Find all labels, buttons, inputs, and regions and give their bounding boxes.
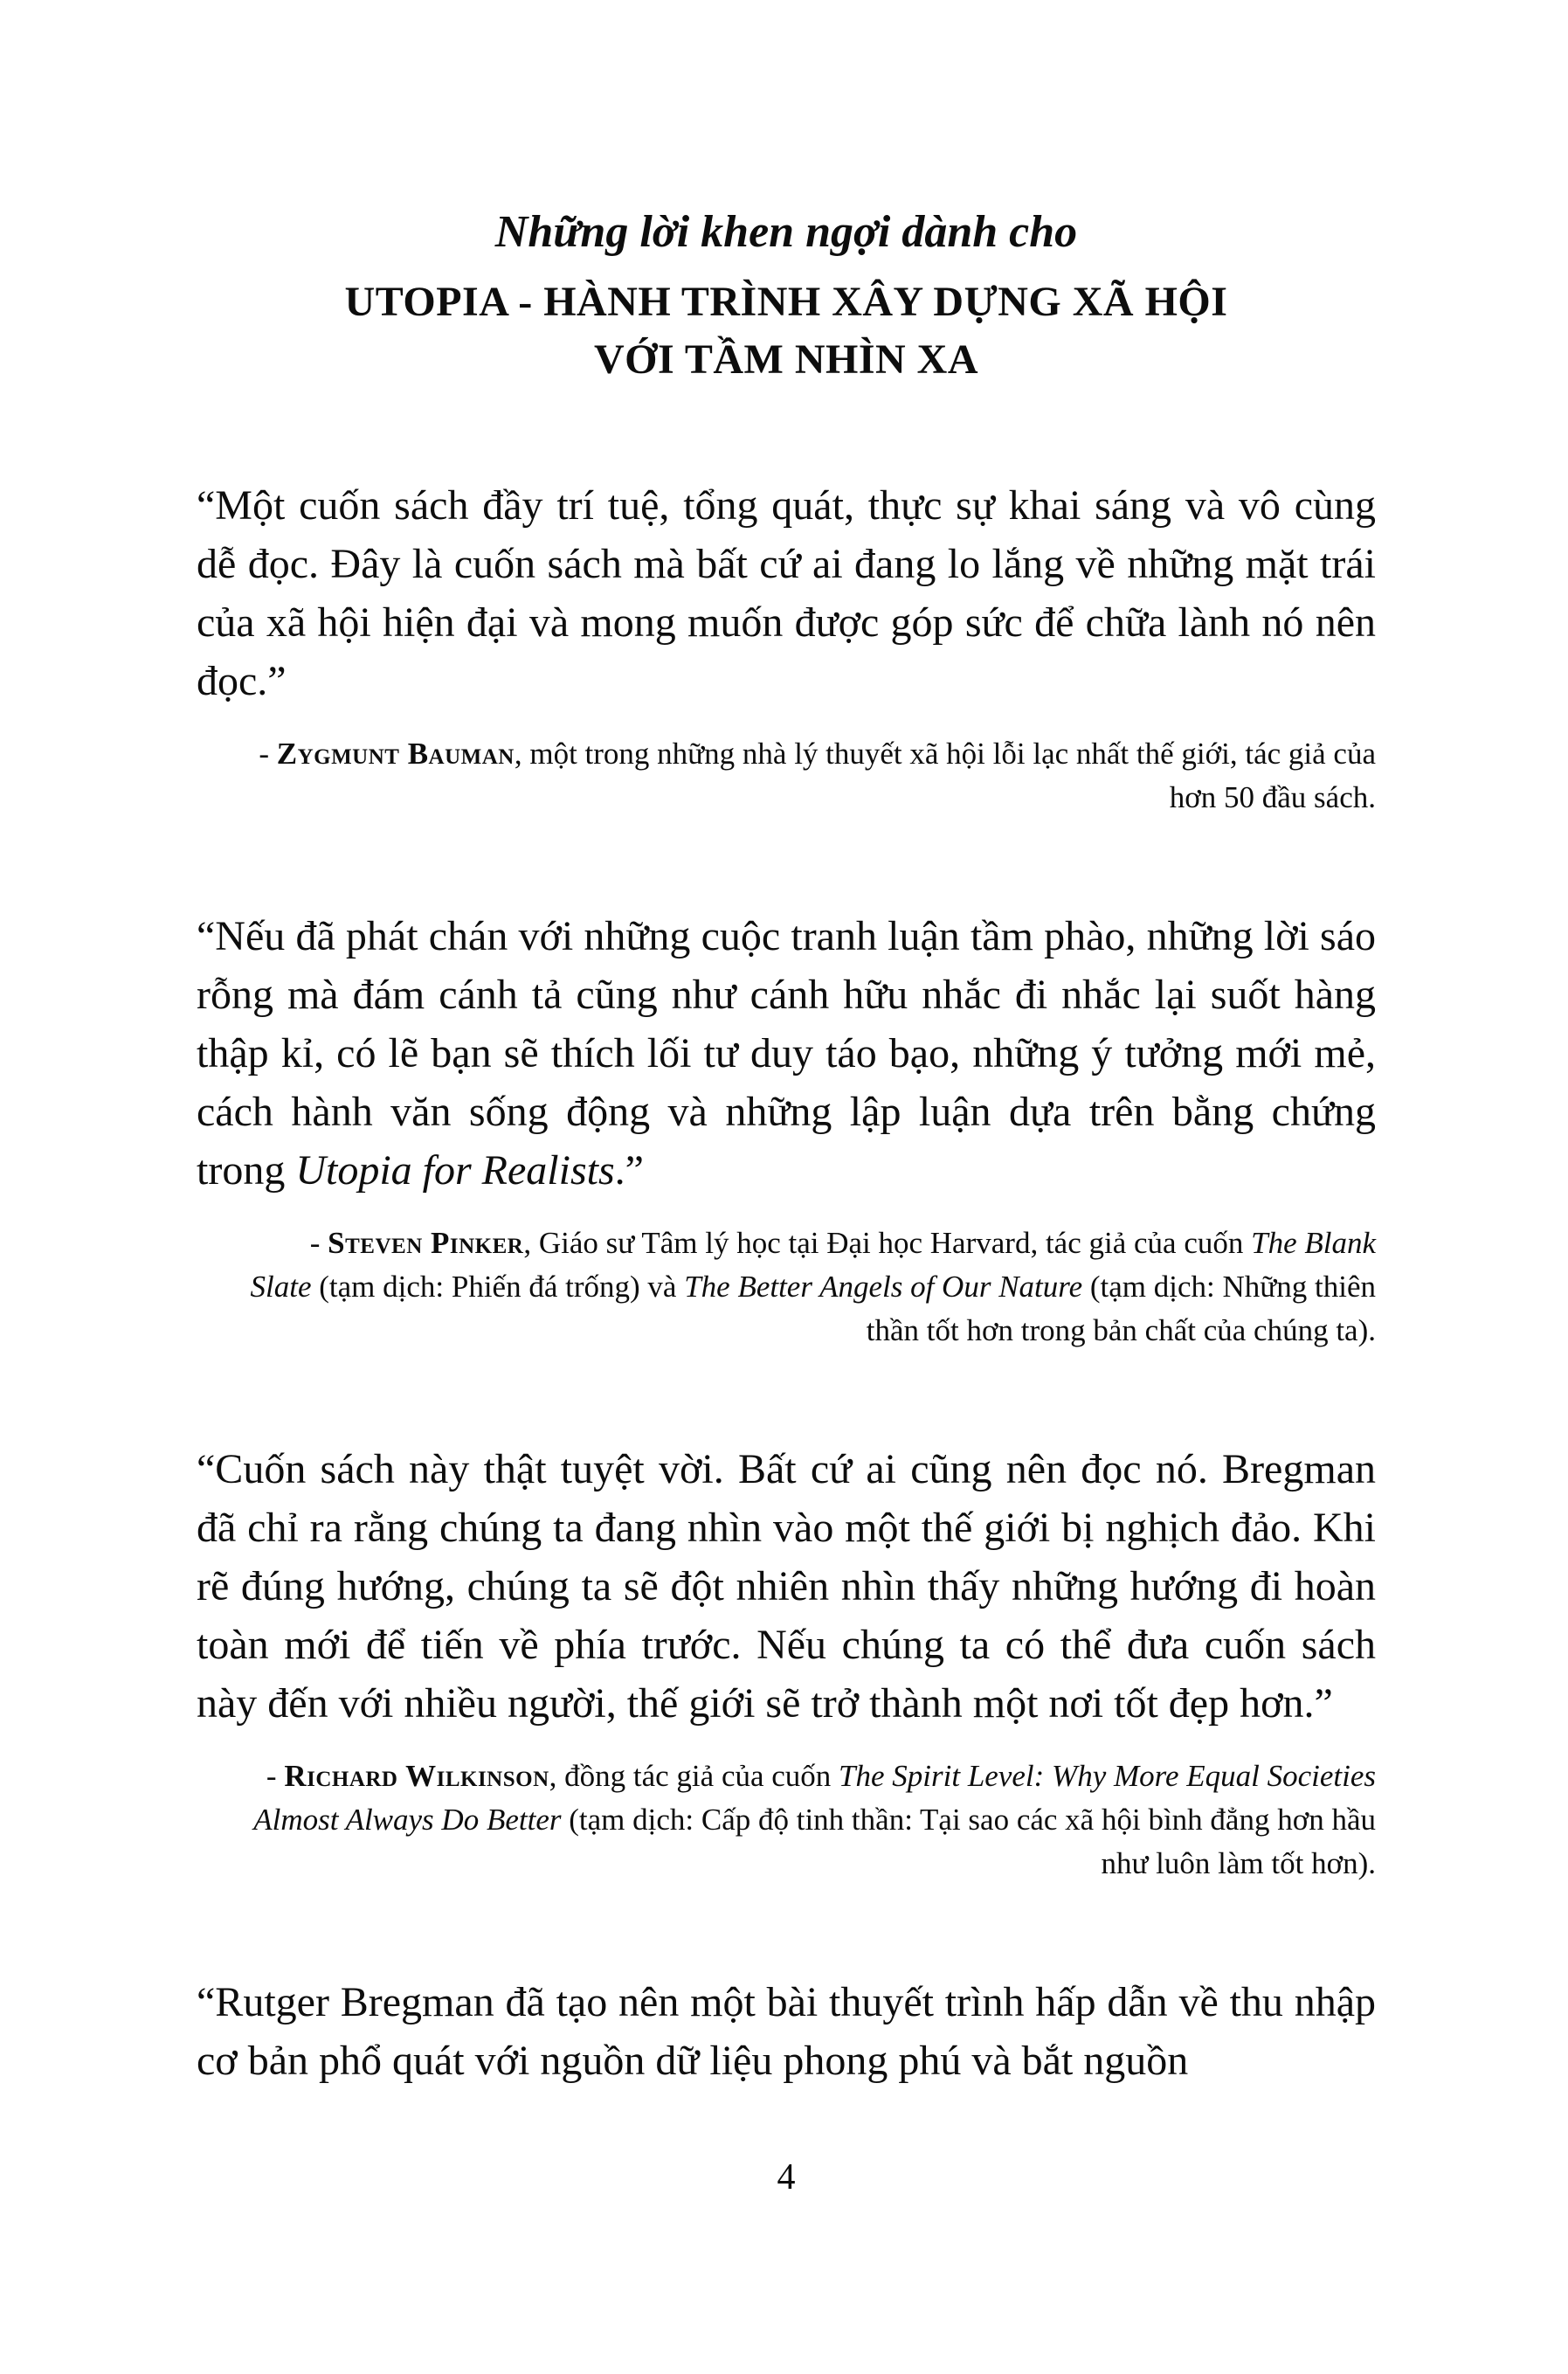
praise-quotes <box>197 476 1376 2090</box>
quote-text: “Một cuốn sách đầy trí tuệ, tổng quát, thực sự khai sáng và vô cùng dễ đọc. Đây là cuốn sách mà bất cứ ai đang lo lắng về những mặt trái của xã hội hiện đại và mong muốn được góp sức để chữa lành nó nên đọc.” <box>197 482 1376 704</box>
praise-tagline: Những lời khen ngợi dành cho <box>494 207 1078 257</box>
book-title <box>197 273 1376 389</box>
quote-text: “Cuốn sách này thật tuyệt vời. Bất cứ ai cũng nên đọc nó. Bregman đã chỉ ra rằng chúng ta đang nhìn vào một thế giới bị nghịch đảo. Khi rẽ đúng hướng, chúng ta sẽ đột nhiên nhìn thấy những hướng đi hoàn toàn mới để tiến về phía trước. Nếu chúng ta có thể đưa cuốn sách này đến với nhiều người, thế giới sẽ trở thành một nơi tốt đẹp hơn.” <box>197 1446 1376 1727</box>
quote-text: “Rutger Bregman đã tạo nên một bài thuyết trình hấp dẫn về thu nhập cơ bản phổ quát với nguồn dữ liệu phong phú và bắt nguồn <box>197 1979 1376 2084</box>
quote-attribution: - Zygmunt Bauman, một trong những nhà lý thuyết xã hội lỗi lạc nhất thế giới, tác giả của hơn 50 đầu sách. <box>259 737 1376 814</box>
page-number: 4 <box>777 2157 796 2198</box>
book-title-line-2: VỚI TẦM NHÌN XA <box>594 336 978 383</box>
quote-block-1 <box>197 476 1376 820</box>
praise-header <box>197 205 1376 389</box>
quote-block-3 <box>197 1440 1376 1886</box>
page-footer <box>197 2156 1376 2199</box>
quote-attribution: - Richard Wilkinson, đồng tác giả của cuốn The Spirit Level: Why More Equal Societies Almost Always Do Better (tạm dịch: Cấp độ tinh thần: Tại sao các xã hội bình đẳng hơn hầu như luôn làm tốt hơn). <box>253 1759 1376 1880</box>
book-title-line-1: UTOPIA - HÀNH TRÌNH XÂY DỰNG XÃ HỘI <box>344 279 1228 325</box>
quote-attribution: - Steven Pinker, Giáo sư Tâm lý học tại Đại học Harvard, tác giả của cuốn The Blank Slate (tạm dịch: Phiến đá trống) và The Better Angels of Our Nature (tạm dịch: Những thiên thần tốt hơn trong bản chất của chúng ta). <box>250 1226 1376 1347</box>
quote-block-2 <box>197 907 1376 1353</box>
quote-block-4 <box>197 1973 1376 2090</box>
quote-text: “Nếu đã phát chán với những cuộc tranh luận tầm phào, những lời sáo rỗng mà đám cánh tả cũng như cánh hữu nhắc đi nhắc lại suốt hàng thập kỉ, có lẽ bạn sẽ thích lối tư duy táo bạo, những ý tưởng mới mẻ, cách hành văn sống động và những lập luận dựa trên bằng chứng trong Utopia for Realists.” <box>197 913 1376 1194</box>
